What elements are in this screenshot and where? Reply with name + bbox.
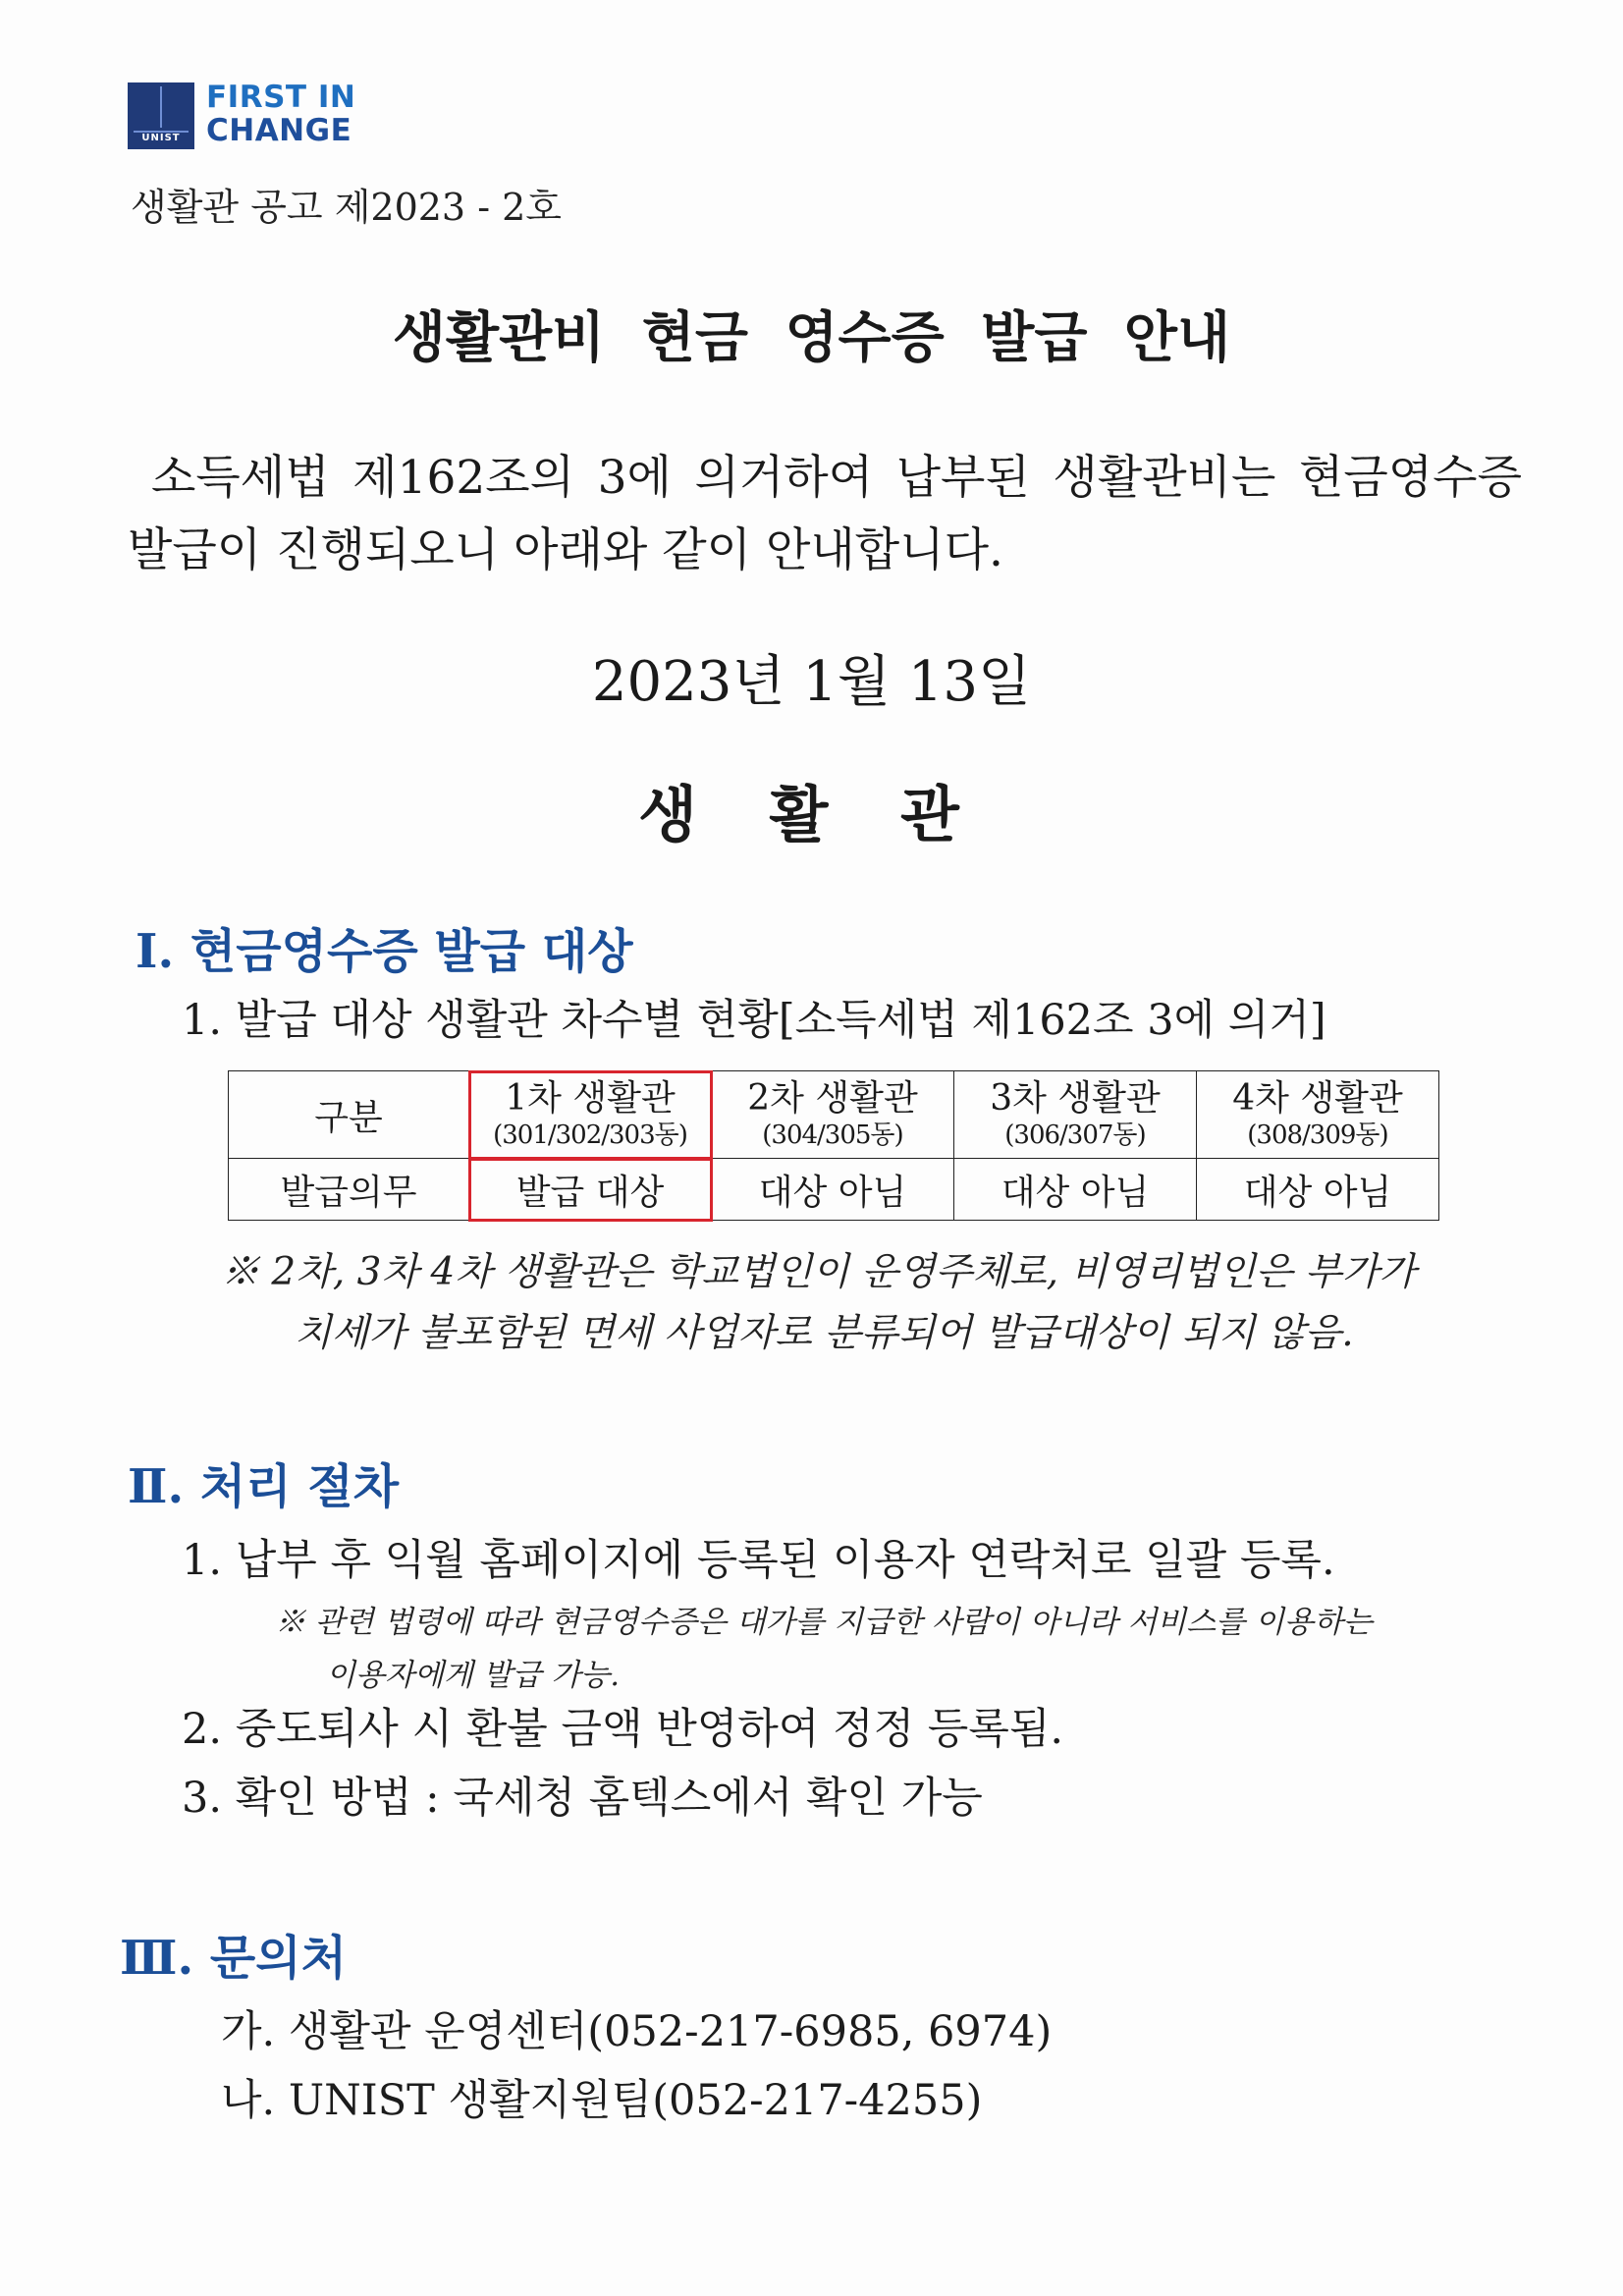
col2-name: 2차 생활관 — [747, 1078, 918, 1119]
col1-status: 발급 대상 — [469, 1159, 712, 1221]
section1-heading: Ⅰ. 현금영수증 발급 대상 — [135, 924, 633, 979]
section2-note — [275, 1596, 1527, 1702]
col3-name: 3차 생활관 — [990, 1078, 1161, 1119]
logo-mark — [128, 82, 194, 149]
notice-number: 생활관 공고 제2023 - 2호 — [131, 186, 562, 229]
logo-slogan-line1: FIRST IN — [206, 80, 356, 115]
section2-item1: 1. 납부 후 익월 홈페이지에 등록된 이용자 연락처로 일괄 등록. — [182, 1536, 1335, 1585]
issuer: 생 활 관 — [638, 779, 985, 850]
table-row-header — [229, 1071, 1439, 1159]
col4-buildings: (308/309동) — [1247, 1121, 1388, 1150]
table-row-label-obligation: 발급의무 — [229, 1159, 469, 1221]
col2-buildings: (304/305동) — [762, 1121, 903, 1150]
section2-item3: 3. 확인 방법 : 국세청 홈텍스에서 확인 가능 — [182, 1774, 983, 1823]
unist-logo — [128, 80, 356, 151]
section1-note — [221, 1242, 1527, 1364]
contact-dorm-center: 가. 생활관 운영센터(052-217-6985, 6974) — [221, 2007, 1053, 2056]
col4-status: 대상 아님 — [1197, 1159, 1439, 1221]
col3-status: 대상 아님 — [954, 1159, 1197, 1221]
contact-support-team: 나. UNIST 생활지원팀(052-217-4255) — [221, 2076, 983, 2125]
table-col-2 — [712, 1071, 954, 1159]
section1-item1: 1. 발급 대상 생활관 차수별 현황[소득세법 제162조 3에 의거] — [182, 996, 1326, 1045]
section1-note-line1: ※ 2차, 3차 4차 생활관은 학교법인이 운영주체로, 비영리법인은 부가가 — [221, 1250, 1416, 1294]
section3-heading: Ⅲ. 문의처 — [120, 1931, 347, 1986]
notice-date: 2023년 1월 13일 — [591, 650, 1032, 714]
logo-mark-text: UNIST — [141, 133, 181, 143]
section1-note-line2: 치세가 불포함된 면세 사업자로 분류되어 발급대상이 되지 않음. — [295, 1311, 1354, 1355]
col1-name: 1차 생활관 — [505, 1078, 676, 1119]
section2-heading: Ⅱ. 처리 절차 — [128, 1459, 400, 1514]
table-row-obligation — [229, 1159, 1439, 1221]
col4-name: 4차 생활관 — [1232, 1078, 1403, 1119]
table-col-3 — [954, 1071, 1197, 1159]
table-row-label-category: 구분 — [229, 1071, 469, 1159]
table-col-4 — [1197, 1071, 1439, 1159]
section2-item2: 2. 중도퇴사 시 환불 금액 반영하여 정정 등록됨. — [182, 1705, 1064, 1754]
document-title: 생활관비 현금 영수증 발급 안내 — [392, 305, 1231, 370]
logo-slogan-line2: CHANGE — [206, 113, 352, 148]
intro-paragraph: 소득세법 제162조의 3에 의거하여 납부된 생활관비는 현금영수증 발급이 진행되오니 아래와 같이 안내합니다. — [128, 451, 1522, 577]
logo-slogan — [206, 81, 355, 147]
col2-status: 대상 아님 — [712, 1159, 954, 1221]
table-col-1 — [469, 1071, 712, 1159]
col3-buildings: (306/307동) — [1004, 1121, 1146, 1150]
section2-note-line2: 이용자에게 발급 가능. — [326, 1658, 621, 1693]
col1-buildings: (301/302/303동) — [493, 1121, 687, 1150]
section2-note-line1: ※ 관련 법령에 따라 현금영수증은 대가를 지급한 사람이 아니라 서비스를 이용하는 — [275, 1605, 1373, 1640]
issuance-table — [228, 1070, 1439, 1221]
